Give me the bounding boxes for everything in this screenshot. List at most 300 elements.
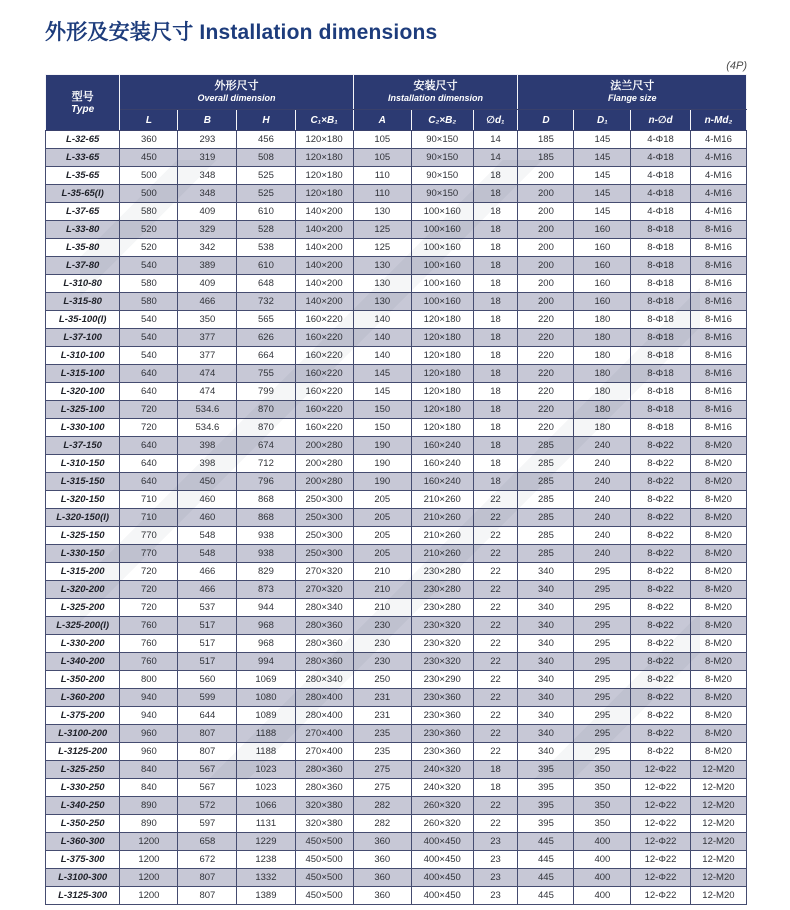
- row-value: 395: [518, 779, 574, 797]
- row-value: 12-Φ22: [631, 869, 691, 887]
- table-row: [46, 527, 747, 545]
- row-value: 640: [120, 455, 178, 473]
- row-value: 732: [237, 293, 295, 311]
- row-value: 140: [353, 329, 411, 347]
- row-value: 240×320: [411, 761, 473, 779]
- row-value: 250×300: [295, 491, 353, 509]
- row-value: 140×200: [295, 275, 353, 293]
- row-value: 870: [237, 419, 295, 437]
- row-value: 580: [120, 293, 178, 311]
- row-type: L-310-80: [46, 275, 120, 293]
- row-value: 528: [237, 221, 295, 239]
- table-row: [46, 149, 747, 167]
- row-value: 1188: [237, 743, 295, 761]
- row-value: 160×240: [411, 437, 473, 455]
- row-type: L-350-200: [46, 671, 120, 689]
- group-header-overall: [120, 75, 353, 110]
- dimensions-table: [45, 74, 747, 905]
- row-value: 807: [178, 887, 237, 905]
- table-row: [46, 581, 747, 599]
- table-row: [46, 509, 747, 527]
- row-value: 572: [178, 797, 237, 815]
- row-value: 720: [120, 401, 178, 419]
- row-type: L-33-65: [46, 149, 120, 167]
- row-value: 12-Φ22: [631, 833, 691, 851]
- row-value: 18: [473, 455, 518, 473]
- row-value: 160×220: [295, 401, 353, 419]
- row-value: 8-M20: [690, 617, 746, 635]
- row-value: 210: [353, 599, 411, 617]
- row-value: 674: [237, 437, 295, 455]
- type-header-en: Type: [71, 103, 95, 115]
- row-value: 250×300: [295, 509, 353, 527]
- table-row: [46, 257, 747, 275]
- row-value: 400×450: [411, 869, 473, 887]
- type-header-zh: 型号: [71, 90, 94, 103]
- table-row: [46, 635, 747, 653]
- row-value: 90×150: [411, 167, 473, 185]
- row-value: 110: [353, 185, 411, 203]
- row-value: 466: [178, 563, 237, 581]
- row-value: 800: [120, 671, 178, 689]
- sub-header-H: H: [237, 110, 295, 131]
- row-value: 348: [178, 185, 237, 203]
- sub-header-A: A: [353, 110, 411, 131]
- pole-note: (4P): [726, 60, 747, 72]
- row-value: 22: [473, 509, 518, 527]
- row-value: 517: [178, 635, 237, 653]
- row-value: 8-Φ22: [631, 491, 691, 509]
- row-value: 110: [353, 167, 411, 185]
- row-value: 160×220: [295, 419, 353, 437]
- row-value: 770: [120, 545, 178, 563]
- row-value: 8-Φ18: [631, 275, 691, 293]
- row-type: L-3125-300: [46, 887, 120, 905]
- table-row: [46, 365, 747, 383]
- row-value: 160×220: [295, 329, 353, 347]
- row-value: 520: [120, 221, 178, 239]
- row-value: 140×200: [295, 221, 353, 239]
- table-row: [46, 761, 747, 779]
- row-type: L-33-80: [46, 221, 120, 239]
- row-value: 220: [518, 347, 574, 365]
- row-value: 8-Φ18: [631, 329, 691, 347]
- row-value: 275: [353, 761, 411, 779]
- row-value: 235: [353, 725, 411, 743]
- row-value: 200: [518, 275, 574, 293]
- row-value: 240: [574, 437, 631, 455]
- row-value: 282: [353, 815, 411, 833]
- row-value: 180: [574, 419, 631, 437]
- row-value: 200: [518, 221, 574, 239]
- row-value: 120×180: [295, 185, 353, 203]
- row-value: 22: [473, 491, 518, 509]
- row-value: 340: [518, 671, 574, 689]
- row-value: 125: [353, 221, 411, 239]
- row-value: 230×280: [411, 599, 473, 617]
- row-value: 200×280: [295, 455, 353, 473]
- row-value: 873: [237, 581, 295, 599]
- row-value: 340: [518, 635, 574, 653]
- row-value: 90×150: [411, 149, 473, 167]
- row-value: 145: [574, 167, 631, 185]
- row-value: 450×500: [295, 833, 353, 851]
- row-value: 8-M20: [690, 491, 746, 509]
- row-value: 389: [178, 257, 237, 275]
- row-value: 400×450: [411, 833, 473, 851]
- row-value: 360: [353, 887, 411, 905]
- row-value: 240: [574, 509, 631, 527]
- group-header-installation: [353, 75, 518, 110]
- row-value: 610: [237, 257, 295, 275]
- row-value: 968: [237, 635, 295, 653]
- row-value: 22: [473, 527, 518, 545]
- row-value: 210: [353, 563, 411, 581]
- row-value: 18: [473, 239, 518, 257]
- row-value: 4-Φ18: [631, 185, 691, 203]
- row-value: 285: [518, 509, 574, 527]
- row-value: 474: [178, 365, 237, 383]
- row-value: 500: [120, 167, 178, 185]
- row-value: 23: [473, 851, 518, 869]
- row-value: 230×360: [411, 743, 473, 761]
- row-value: 180: [574, 401, 631, 419]
- row-value: 1389: [237, 887, 295, 905]
- row-value: 8-Φ18: [631, 347, 691, 365]
- row-value: 8-M20: [690, 509, 746, 527]
- row-value: 360: [353, 851, 411, 869]
- row-value: 230×360: [411, 689, 473, 707]
- table-row: [46, 707, 747, 725]
- table-row: [46, 347, 747, 365]
- row-value: 8-Φ22: [631, 635, 691, 653]
- row-value: 8-M16: [690, 347, 746, 365]
- row-value: 295: [574, 617, 631, 635]
- row-value: 398: [178, 455, 237, 473]
- row-value: 672: [178, 851, 237, 869]
- row-value: 445: [518, 833, 574, 851]
- row-value: 120×180: [411, 329, 473, 347]
- row-value: 450: [178, 473, 237, 491]
- row-value: 295: [574, 743, 631, 761]
- row-value: 540: [120, 257, 178, 275]
- row-value: 220: [518, 329, 574, 347]
- row-value: 840: [120, 761, 178, 779]
- row-value: 712: [237, 455, 295, 473]
- row-value: 23: [473, 887, 518, 905]
- row-value: 8-M20: [690, 527, 746, 545]
- row-value: 145: [574, 149, 631, 167]
- group-overall-en: Overall dimension: [197, 93, 276, 103]
- row-value: 8-Φ22: [631, 671, 691, 689]
- row-value: 285: [518, 491, 574, 509]
- row-value: 398: [178, 437, 237, 455]
- row-type: L-35-65: [46, 167, 120, 185]
- row-value: 466: [178, 581, 237, 599]
- row-value: 8-M16: [690, 401, 746, 419]
- row-value: 940: [120, 689, 178, 707]
- row-value: 120×180: [411, 401, 473, 419]
- row-value: 460: [178, 509, 237, 527]
- row-type: L-330-200: [46, 635, 120, 653]
- row-value: 185: [518, 149, 574, 167]
- row-value: 350: [574, 815, 631, 833]
- row-value: 525: [237, 167, 295, 185]
- row-value: 280×360: [295, 635, 353, 653]
- table-row: [46, 617, 747, 635]
- row-value: 190: [353, 437, 411, 455]
- table-row: [46, 815, 747, 833]
- row-type: L-325-200: [46, 599, 120, 617]
- row-value: 8-M16: [690, 293, 746, 311]
- row-value: 120×180: [411, 311, 473, 329]
- row-value: 8-Φ18: [631, 239, 691, 257]
- row-value: 8-M16: [690, 419, 746, 437]
- row-value: 285: [518, 437, 574, 455]
- row-value: 12-M20: [690, 833, 746, 851]
- row-value: 540: [120, 329, 178, 347]
- row-value: 230×360: [411, 707, 473, 725]
- row-value: 8-M20: [690, 689, 746, 707]
- row-value: 8-M20: [690, 635, 746, 653]
- row-type: L-315-150: [46, 473, 120, 491]
- row-value: 200: [518, 185, 574, 203]
- row-value: 130: [353, 275, 411, 293]
- row-type: L-35-100(I): [46, 311, 120, 329]
- row-value: 230×280: [411, 563, 473, 581]
- row-value: 22: [473, 707, 518, 725]
- row-value: 1066: [237, 797, 295, 815]
- row-value: 12-Φ22: [631, 887, 691, 905]
- row-type: L-340-250: [46, 797, 120, 815]
- row-type: L-325-250: [46, 761, 120, 779]
- row-value: 12-M20: [690, 797, 746, 815]
- row-value: 340: [518, 743, 574, 761]
- row-value: 360: [353, 869, 411, 887]
- row-value: 200×280: [295, 437, 353, 455]
- row-value: 285: [518, 455, 574, 473]
- row-value: 4-M16: [690, 131, 746, 149]
- row-value: 960: [120, 725, 178, 743]
- row-value: 8-Φ22: [631, 545, 691, 563]
- row-value: 240: [574, 527, 631, 545]
- row-value: 1023: [237, 761, 295, 779]
- row-value: 348: [178, 167, 237, 185]
- row-value: 205: [353, 509, 411, 527]
- row-value: 4-M16: [690, 185, 746, 203]
- row-value: 4-M16: [690, 167, 746, 185]
- row-value: 4-Φ18: [631, 167, 691, 185]
- row-value: 18: [473, 275, 518, 293]
- row-value: 140: [353, 347, 411, 365]
- row-value: 18: [473, 347, 518, 365]
- table-row: [46, 185, 747, 203]
- sub-header-D: D: [518, 110, 574, 131]
- row-value: 870: [237, 401, 295, 419]
- row-type: L-330-250: [46, 779, 120, 797]
- row-value: 100×160: [411, 257, 473, 275]
- row-type: L-340-200: [46, 653, 120, 671]
- row-value: 944: [237, 599, 295, 617]
- row-value: 8-M20: [690, 707, 746, 725]
- row-value: 8-Φ22: [631, 473, 691, 491]
- row-value: 12-Φ22: [631, 851, 691, 869]
- row-value: 445: [518, 869, 574, 887]
- row-value: 230: [353, 617, 411, 635]
- row-value: 160: [574, 293, 631, 311]
- row-value: 22: [473, 797, 518, 815]
- row-value: 18: [473, 221, 518, 239]
- row-type: L-35-65(I): [46, 185, 120, 203]
- row-value: 8-Φ22: [631, 527, 691, 545]
- row-value: 200: [518, 203, 574, 221]
- row-value: 340: [518, 599, 574, 617]
- table-body: [46, 131, 747, 905]
- row-value: 180: [574, 311, 631, 329]
- row-value: 18: [473, 167, 518, 185]
- row-type: L-320-150(I): [46, 509, 120, 527]
- row-value: 8-M20: [690, 725, 746, 743]
- table-row: [46, 797, 747, 815]
- row-value: 350: [574, 779, 631, 797]
- row-value: 260×320: [411, 797, 473, 815]
- row-value: 18: [473, 473, 518, 491]
- row-value: 12-M20: [690, 869, 746, 887]
- row-value: 160: [574, 257, 631, 275]
- row-value: 14: [473, 149, 518, 167]
- row-value: 190: [353, 455, 411, 473]
- row-value: 160: [574, 239, 631, 257]
- row-value: 567: [178, 761, 237, 779]
- row-value: 185: [518, 131, 574, 149]
- row-value: 295: [574, 707, 631, 725]
- row-value: 960: [120, 743, 178, 761]
- row-value: 18: [473, 365, 518, 383]
- row-value: 18: [473, 437, 518, 455]
- row-value: 160: [574, 275, 631, 293]
- row-value: 160×220: [295, 383, 353, 401]
- row-value: 120×180: [411, 419, 473, 437]
- row-value: 270×320: [295, 581, 353, 599]
- row-type: L-315-200: [46, 563, 120, 581]
- row-type: L-37-150: [46, 437, 120, 455]
- row-value: 160×220: [295, 365, 353, 383]
- row-value: 145: [574, 131, 631, 149]
- row-value: 8-Φ22: [631, 437, 691, 455]
- row-value: 231: [353, 689, 411, 707]
- row-value: 190: [353, 473, 411, 491]
- row-value: 710: [120, 491, 178, 509]
- row-value: 14: [473, 131, 518, 149]
- row-value: 466: [178, 293, 237, 311]
- row-value: 140×200: [295, 293, 353, 311]
- row-value: 120×180: [411, 347, 473, 365]
- row-value: 450: [120, 149, 178, 167]
- row-value: 250×300: [295, 527, 353, 545]
- row-value: 807: [178, 869, 237, 887]
- row-value: 1131: [237, 815, 295, 833]
- row-value: 360: [353, 833, 411, 851]
- row-value: 120×180: [411, 365, 473, 383]
- row-value: 90×150: [411, 185, 473, 203]
- row-value: 180: [574, 365, 631, 383]
- row-value: 145: [353, 383, 411, 401]
- row-value: 760: [120, 617, 178, 635]
- row-value: 340: [518, 581, 574, 599]
- row-value: 160×220: [295, 311, 353, 329]
- row-value: 320×380: [295, 797, 353, 815]
- row-value: 18: [473, 383, 518, 401]
- row-value: 537: [178, 599, 237, 617]
- row-value: 400×450: [411, 887, 473, 905]
- row-type: L-3100-200: [46, 725, 120, 743]
- row-value: 8-M16: [690, 221, 746, 239]
- row-type: L-360-200: [46, 689, 120, 707]
- table-row: [46, 563, 747, 581]
- row-value: 8-M16: [690, 329, 746, 347]
- row-value: 597: [178, 815, 237, 833]
- row-value: 250×300: [295, 545, 353, 563]
- row-value: 18: [473, 401, 518, 419]
- row-value: 280×360: [295, 779, 353, 797]
- row-value: 938: [237, 527, 295, 545]
- row-value: 610: [237, 203, 295, 221]
- row-value: 8-Φ18: [631, 293, 691, 311]
- row-value: 12-M20: [690, 887, 746, 905]
- row-value: 210×260: [411, 491, 473, 509]
- row-value: 140: [353, 311, 411, 329]
- row-value: 760: [120, 653, 178, 671]
- row-value: 8-M16: [690, 275, 746, 293]
- sub-header-d1: ∅d₁: [473, 110, 518, 131]
- row-value: 100×160: [411, 275, 473, 293]
- row-value: 640: [120, 383, 178, 401]
- row-value: 22: [473, 617, 518, 635]
- row-value: 340: [518, 725, 574, 743]
- group-overall-zh: 外形尺寸: [214, 80, 259, 92]
- row-value: 796: [237, 473, 295, 491]
- table-row: [46, 401, 747, 419]
- row-value: 100×160: [411, 221, 473, 239]
- row-type: L-325-100: [46, 401, 120, 419]
- row-value: 548: [178, 527, 237, 545]
- table-row: [46, 293, 747, 311]
- row-value: 100×160: [411, 293, 473, 311]
- row-value: 329: [178, 221, 237, 239]
- group-header-flange: [518, 75, 747, 110]
- row-value: 8-Φ22: [631, 617, 691, 635]
- row-value: 626: [237, 329, 295, 347]
- row-type: L-375-300: [46, 851, 120, 869]
- row-value: 140×200: [295, 257, 353, 275]
- table-row: [46, 419, 747, 437]
- row-value: 520: [120, 239, 178, 257]
- row-value: 8-Φ18: [631, 311, 691, 329]
- row-value: 205: [353, 491, 411, 509]
- row-value: 120×180: [295, 167, 353, 185]
- row-value: 1188: [237, 725, 295, 743]
- row-value: 8-Φ22: [631, 653, 691, 671]
- row-value: 205: [353, 545, 411, 563]
- page-title-en: Installation dimensions: [199, 21, 438, 44]
- row-value: 295: [574, 671, 631, 689]
- table-row: [46, 455, 747, 473]
- row-value: 1200: [120, 833, 178, 851]
- row-value: 8-M20: [690, 437, 746, 455]
- row-value: 8-Φ22: [631, 725, 691, 743]
- row-value: 230×360: [411, 725, 473, 743]
- row-value: 100×160: [411, 203, 473, 221]
